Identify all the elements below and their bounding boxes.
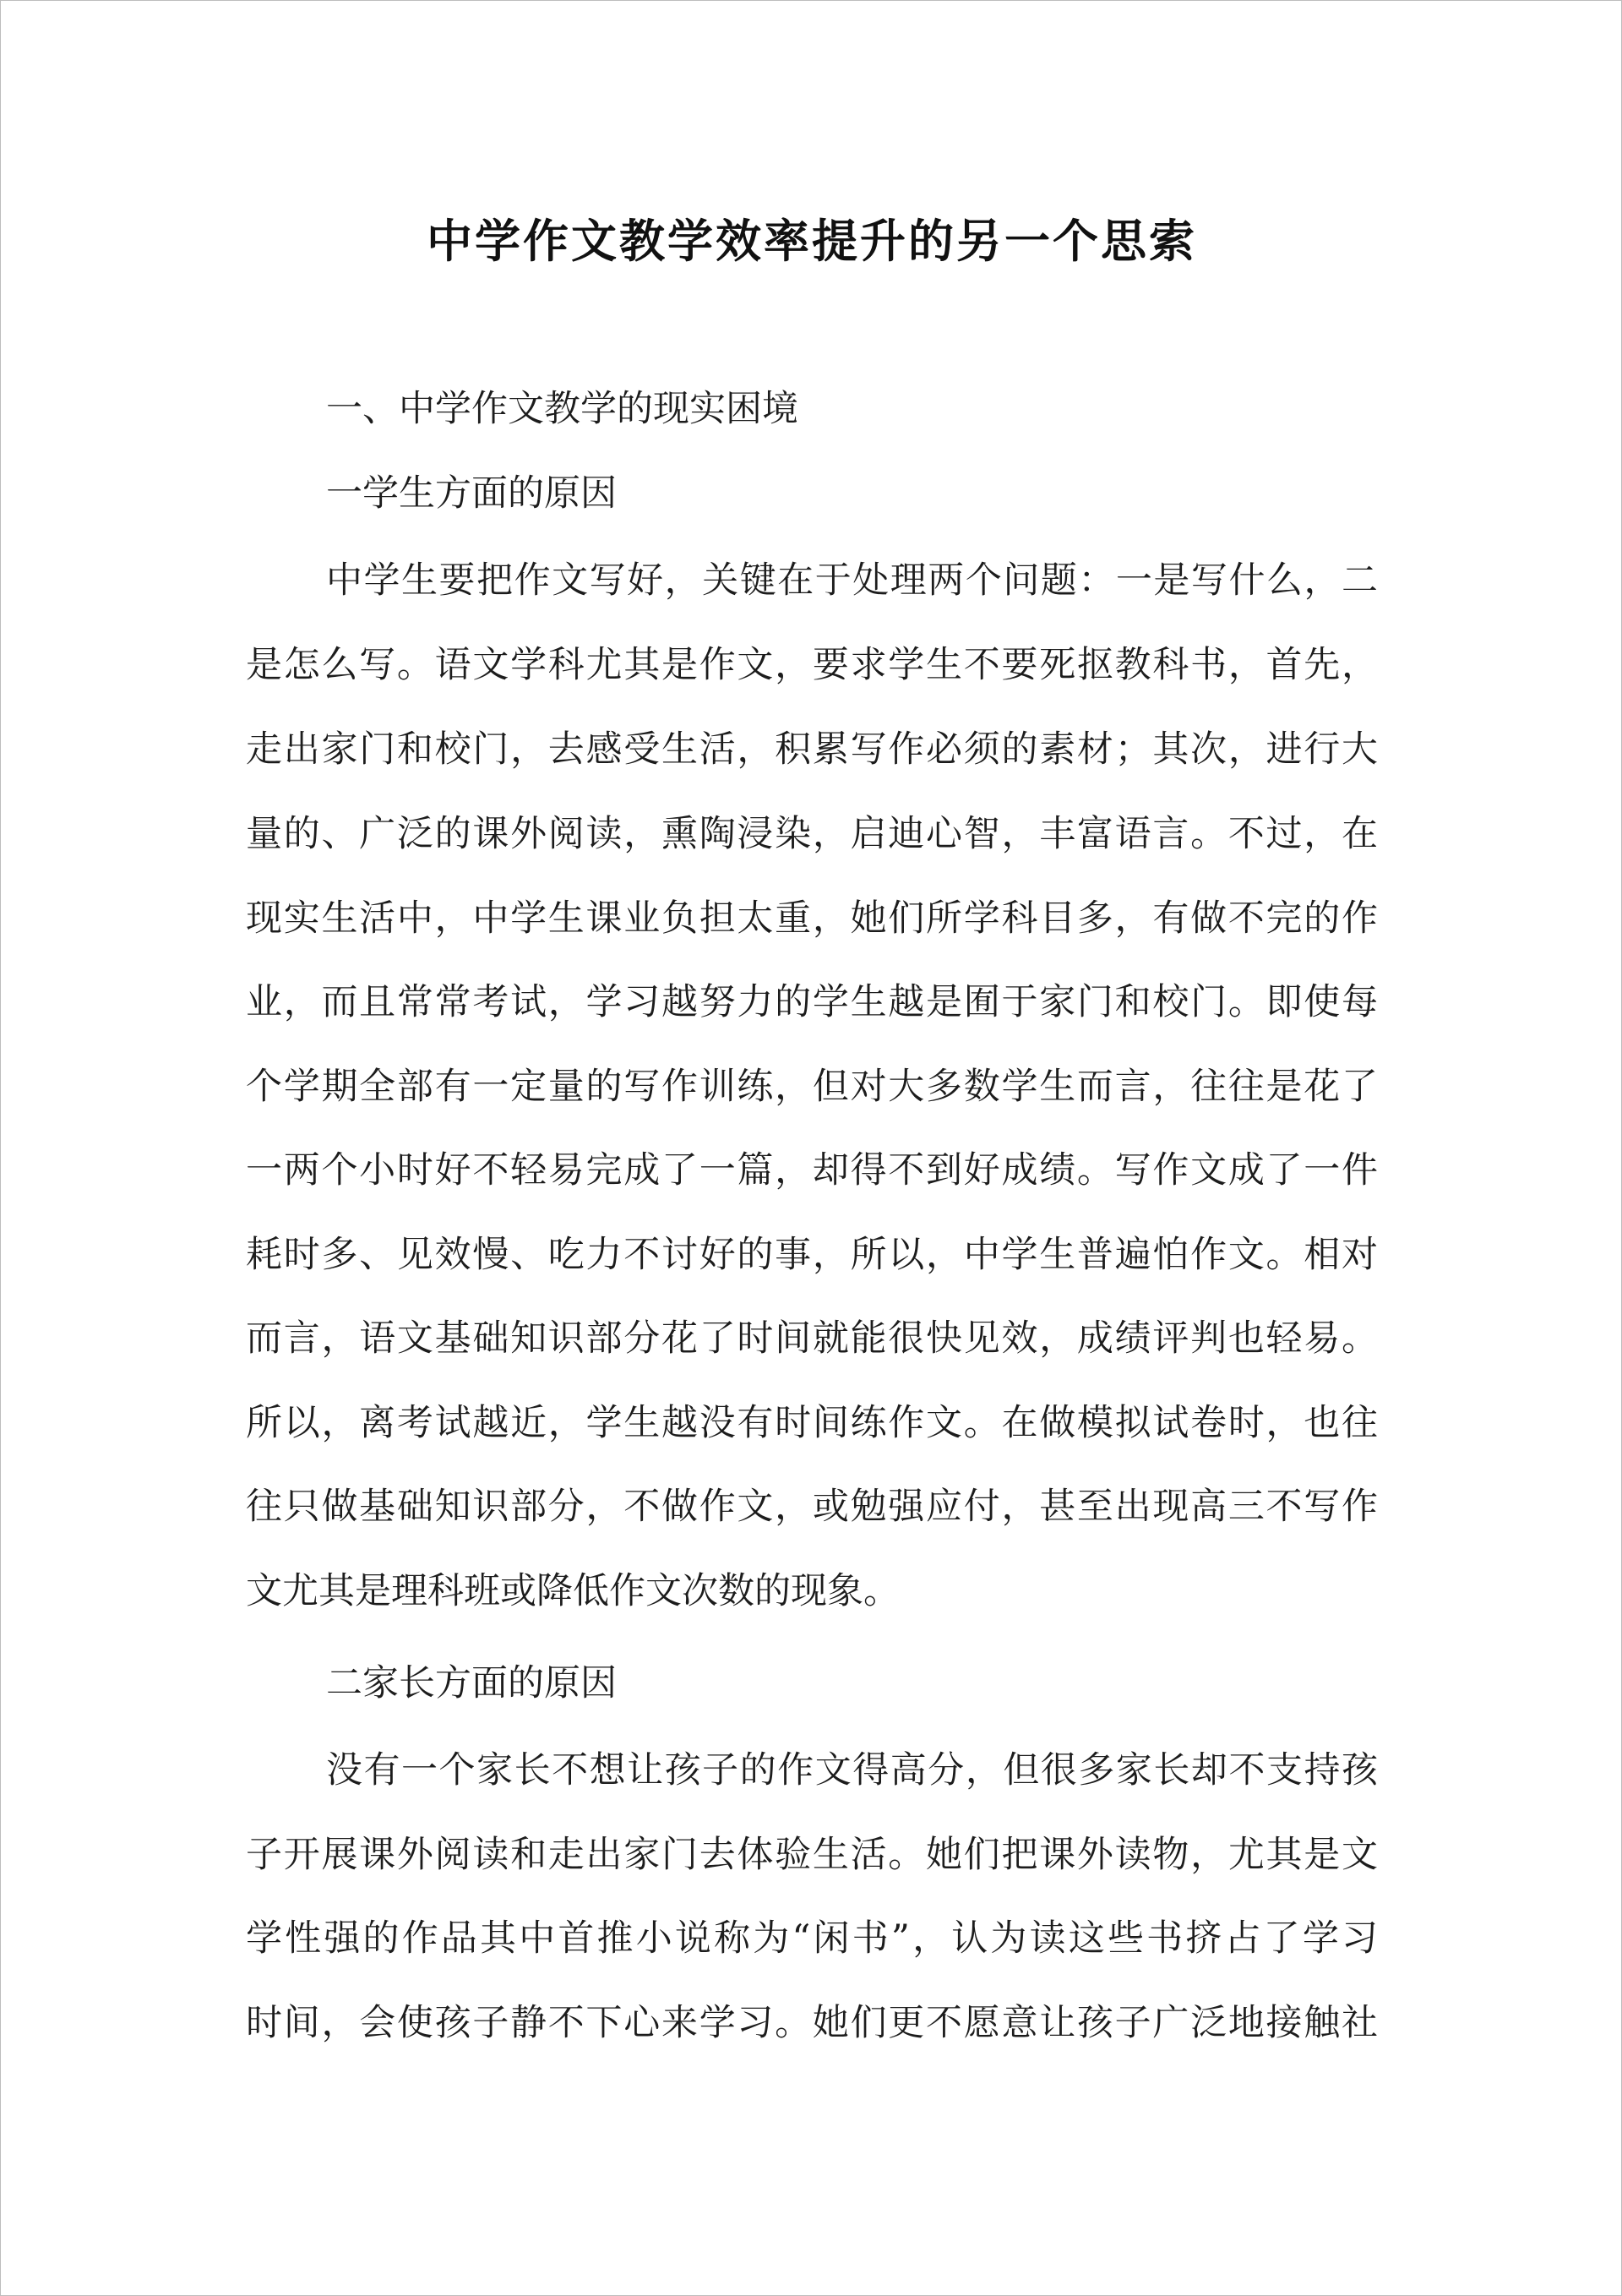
subsection-heading: 一学生方面的原因 — [326, 472, 617, 515]
paragraph-line: 一两个小时好不轻易完成了一篇，却得不到好成绩。写作文成了一件 — [246, 1149, 1378, 1192]
paragraph-line: 现实生活中，中学生课业负担太重，她们所学科目多，有做不完的作 — [246, 897, 1378, 940]
paragraph-line: 子开展课外阅读和走出家门去体验生活。她们把课外读物，尤其是文 — [246, 1834, 1378, 1876]
paragraph-line: 往只做基础知识部分，不做作文，或勉强应付，甚至出现高三不写作 — [246, 1486, 1378, 1528]
paragraph-line: 量的、广泛的课外阅读，熏陶浸染，启迪心智，丰富语言。不过，在 — [246, 813, 1378, 855]
paragraph-line: 所以，离考试越近，学生越没有时间练作文。在做模拟试卷时，也往 — [246, 1402, 1378, 1444]
paragraph-line: 中学生要把作文写好，关键在于处理两个问题：一是写什么，二 — [326, 559, 1378, 602]
paragraph-line: 没有一个家长不想让孩子的作文得高分，但很多家长却不支持孩 — [326, 1749, 1378, 1792]
paragraph-line: 业，而且常常考试，学习越努力的学生越是囿于家门和校门。即使每 — [246, 981, 1378, 1023]
section-heading: 一、中学作文教学的现实困境 — [326, 388, 798, 430]
document-title: 中学作文教学效率提升的另一个思索 — [427, 214, 1197, 268]
paragraph-line: 走出家门和校门，去感受生活，积累写作必须的素材；其次，进行大 — [246, 728, 1378, 771]
subsection-heading: 二家长方面的原因 — [326, 1662, 617, 1704]
paragraph-line: 时间，会使孩子静不下心来学习。她们更不愿意让孩子广泛地接触社 — [246, 2002, 1378, 2044]
paragraph-line: 个学期全部有一定量的写作训练，但对大多数学生而言，往往是花了 — [246, 1066, 1378, 1108]
paragraph-line: 是怎么写。语文学科尤其是作文，要求学生不要死抠教科书，首先， — [246, 644, 1378, 686]
paragraph-line: 而言，语文基础知识部分花了时间就能很快见效，成绩评判也轻易。 — [246, 1317, 1378, 1360]
paragraph-line: 学性强的作品其中首推小说称为“闲书”，认为读这些书挤占了学习 — [246, 1917, 1378, 1960]
paragraph-line: 文尤其是理科班或降低作文次数的现象。 — [246, 1570, 900, 1612]
paragraph-line: 耗时多、见效慢、吃力不讨好的事，所以，中学生普遍怕作文。相对 — [246, 1234, 1378, 1276]
